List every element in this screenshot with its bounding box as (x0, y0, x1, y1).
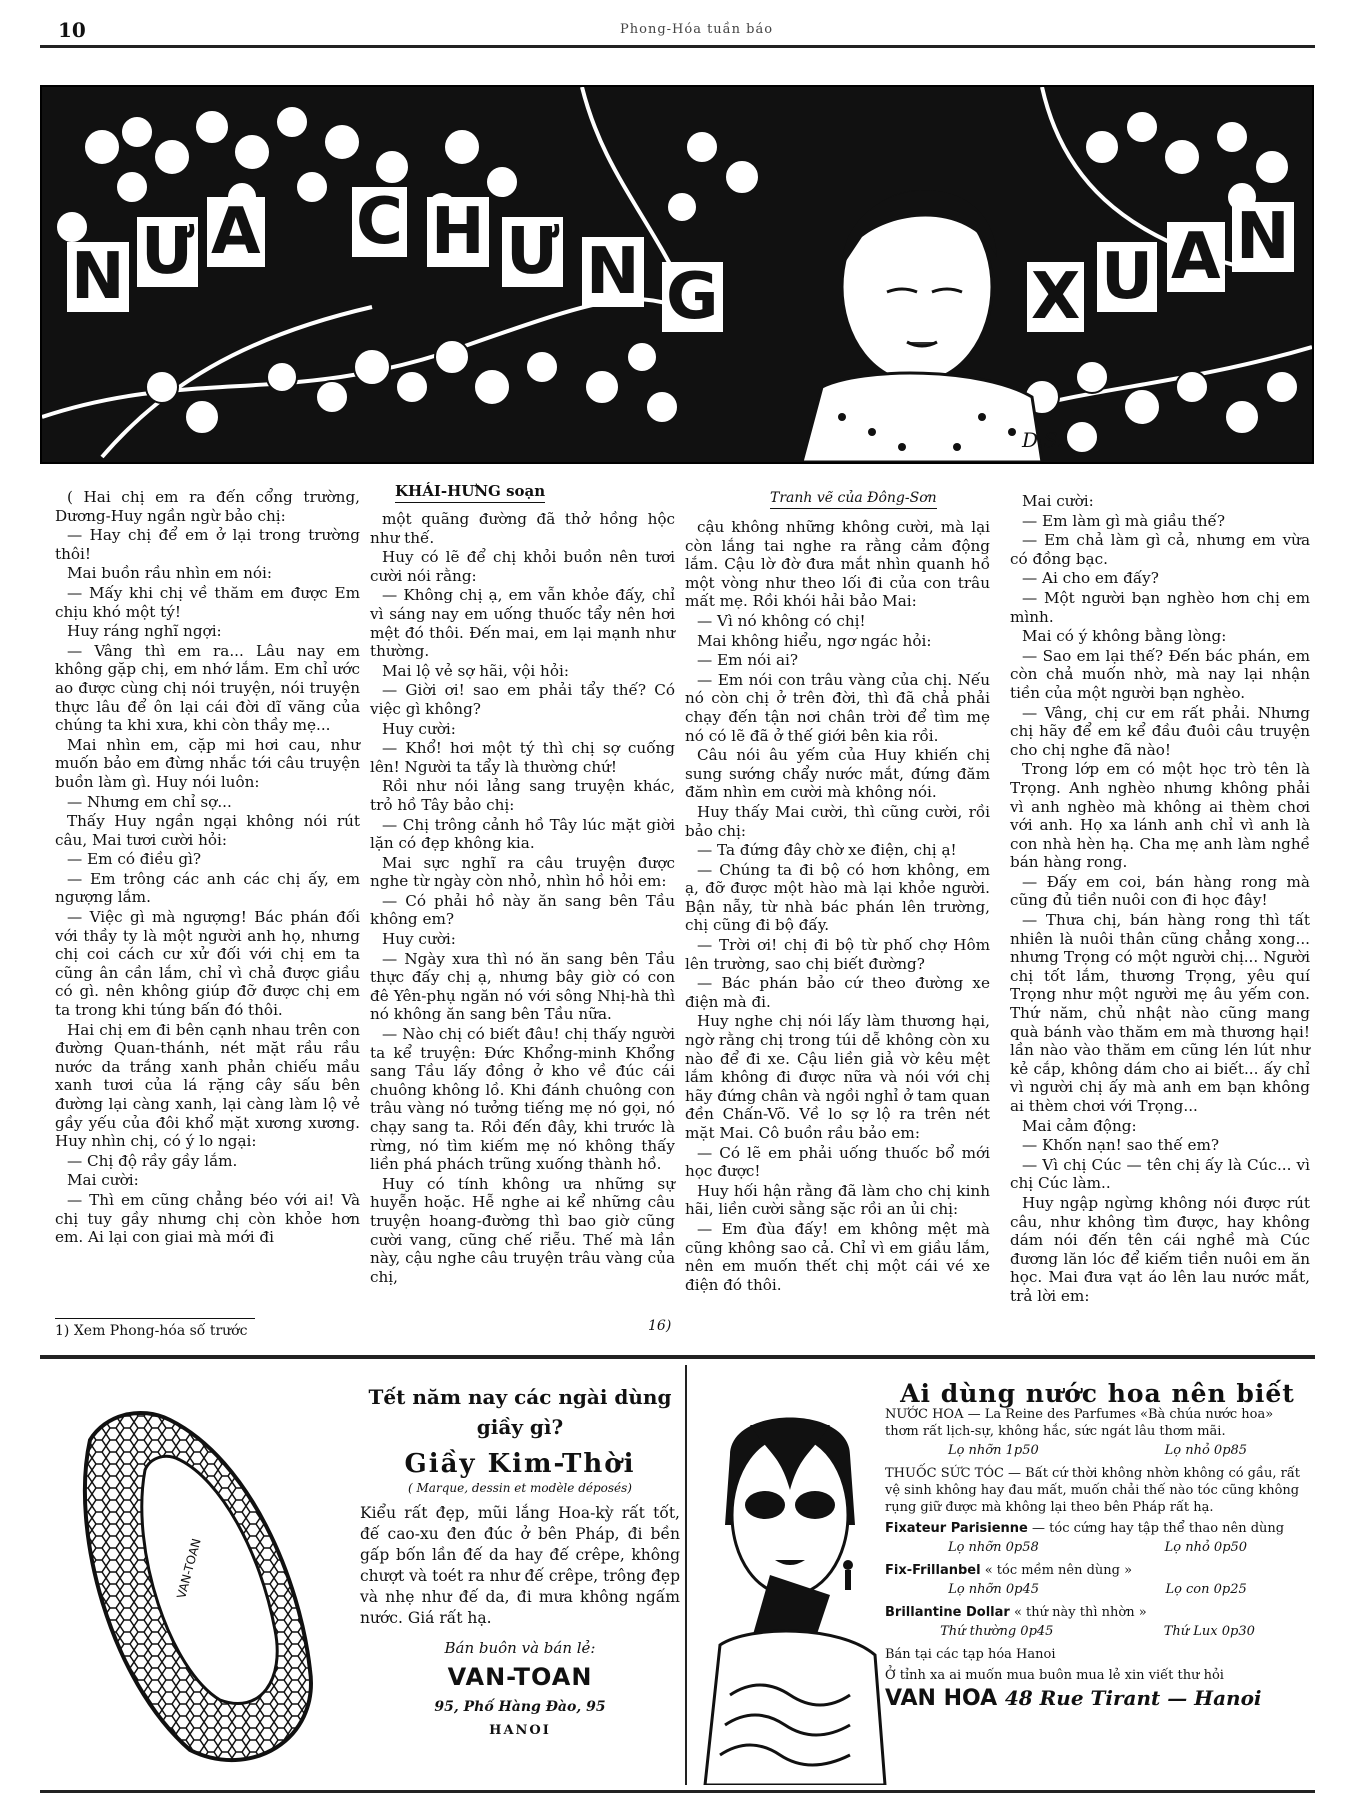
paragraph: — Trời ơi! chị đi bộ từ phố chợ Hôm lên trường, sao chị biết đường? (685, 936, 990, 973)
footnote: 1) Xem Phong-hóa số trước (55, 1318, 255, 1339)
title-letter: A (207, 197, 265, 267)
paragraph: — Đấy em coi, bán hàng rong mà cũng đủ tiền nuôi con đi học đây! (1010, 872, 1310, 910)
paragraph: Trong lớp em có một học trò tên là Trọng. Anh nghèo nhưng không phải vì anh nghèo mà không ai thèm chơi với anh. Họ xa lánh anh chỉ vì anh là con nhà hèn hạ. Cha mẹ anh làm nghề bán hàng rong. (1010, 760, 1310, 872)
shoe-sole-text: VAN-TOAN (174, 1536, 204, 1601)
product-line (885, 1604, 1310, 1621)
price: Lọ nhỡn 1p50 (947, 1443, 1039, 1458)
hair-tonic-description: THUỐC SỨC TÓC — Bất cứ thời không nhờn không có gầu, rất vệ sinh không hay đau mất, muốn chải thế nào tóc cũng không rụng giữ được mà không lại theo bên Pháp rất hạ. (885, 1466, 1301, 1515)
paragraph: — Em nói con trâu vàng của chị. Nếu nó còn chị ở trên đời, thì đã chả phải chạy đến tận nơi chân trời để tìm mẹ nó có lẽ đã ở thế giới bên kia rồi. (685, 670, 990, 745)
paragraph: — Em chả làm gì cả, nhưng em vừa có đồng bạc. (1010, 531, 1310, 568)
paragraph: Huy nghe chị nói lấy làm thương hại, ngờ rằng chị trong túi dễ không còn xu nào để đi xe. Cậu liền giả vờ kêu mệt lắm không đi được nữa và nói với chị hãy đứng chân và ngồi nghỉ ở tam quan đền Chấn-Võ. Về lo sợ lộ ra trên nét mặt Mai. Cô buồn rầu bảo em: (685, 1012, 990, 1142)
ad-headline: Tết năm nay các ngài dùng (368, 1385, 672, 1409)
paragraph: — Giời ơi! sao em phải tẩy thế? Có việc gì không? (370, 681, 675, 718)
paragraph: — Ta đứng đây chờ xe điện, chị ạ! (697, 841, 957, 860)
paragraph: Mai có ý không bằng lòng: (1022, 627, 1227, 646)
paragraph: một quãng đường đã thở hồng hộc như thế. (370, 510, 675, 547)
paragraph: — Ai cho em đấy? (1022, 569, 1159, 588)
bottom-rule (40, 1790, 1315, 1793)
paragraph: — Thưa chị, bán hàng rong thì tất nhiên là nuôi thân cũng chẳng xong... nhưng Trọng có một người chị... Người chị tốt lắm, thương Trọng, yêu quí Trọng như một người mẹ âu yếm con. Thứ năm, chủ nhật nào cũng mang quà bánh vào thăm em mà thương hại! lần nào vào thăm em cũng lén lút như kẻ cắp, không dám cho ai biết... ấy chỉ vì người chị ấy mà anh em bạn không ai thèm chơi với Trọng... (1010, 911, 1310, 1115)
paragraph: — Một người bạn nghèo hơn chị em mình. (1010, 588, 1310, 626)
price-row (885, 1539, 1310, 1556)
paragraph: — Vâng thì em ra... Lâu nay em không gặp chị, em nhớ lắm. Em chỉ ước ao được cùng chị nói truyện, nói truyện thực lâu để ôn lại cái đời dĩ vãng của chúng ta khi xưa, khi còn thầy mẹ... (55, 641, 360, 735)
paragraph: — Khổ! hơi một tý thì chị sợ cuống lên! Người ta tẩy là thường chứ! (370, 739, 675, 776)
paragraph: — Có lẽ em phải uống thuốc bổ mới học được! (685, 1143, 990, 1181)
author-byline: KHÁI-HƯNG soạn (395, 482, 545, 503)
title-letter: C (352, 187, 407, 257)
title-letter: N (1232, 202, 1294, 272)
title-banner (40, 85, 1314, 464)
ad-description: Kiểu rất đẹp, mũi lắng Hoa-kỳ rất tốt, đế cao-xu đen đúc ở bên Pháp, đi bền gấp bốn lần đế da hay đế crêpe, không chượt và toét ra như đế crêpe, trông đẹp và nhẹ như đế da, đi mưa không ngấm nước. Giá rất hạ. (360, 1504, 680, 1627)
paragraph: — Có phải hồ này ăn sang bên Tầu không em? (370, 891, 675, 929)
shoe-illustration (50, 1380, 350, 1780)
price: Lọ nhỏ 0p85 (1164, 1443, 1248, 1458)
title-letter: X (1027, 262, 1084, 332)
title-letter: A (1167, 222, 1225, 292)
retail-note: Bán tại các tạp hóa Hanoi (885, 1647, 1056, 1662)
store-footer (885, 1686, 1310, 1711)
perfume-description: NƯỚC HOA — La Reine des Parfumes «Bà chúa nước hoa» thơm rất lịch-sự, không hắc, sức ngát lâu thơm mãi. (885, 1407, 1274, 1439)
paragraph: Huy cười: (382, 719, 456, 738)
paragraph: Mai cười: (1022, 492, 1094, 510)
product-note: « tóc mềm nên dùng » (984, 1563, 1133, 1578)
paragraph: Huy cười: (382, 930, 456, 949)
ad-headline: giầy gì? (476, 1415, 564, 1439)
paragraph: — Em nói ai? (697, 651, 798, 670)
paragraph: — Vâng, chị cư em rất phải. Nhưng chị hãy để em kể đầu đuôi câu truyện cho chị nghe đã nào! (1010, 703, 1310, 759)
paragraph: — Nhưng em chỉ sợ... (67, 792, 232, 811)
store-name: VAN HOA (885, 1686, 998, 1711)
product-note: — tóc cứng hay tập thể thao nên dùng (1032, 1521, 1285, 1536)
paragraph: Huy có lẽ để chị khỏi buồn nên tươi cười nói rằng: (370, 548, 675, 585)
artist-signature: D.S. (1022, 428, 1064, 452)
paragraph: Mai buồn rầu nhìn em nói: (67, 564, 273, 583)
title-letter: N (582, 237, 644, 307)
price-row (885, 1623, 1310, 1640)
store-address: 48 Rue Tirant — Hanoi (1004, 1686, 1262, 1710)
product-name: Fix-Frillanbel (885, 1563, 981, 1578)
sales-label: Bán buôn và bán lẻ: (444, 1639, 596, 1657)
paragraph: Mai cảm động: (1022, 1116, 1137, 1135)
title-letter: G (662, 262, 723, 332)
price: Lọ nhỏ 0p50 (1164, 1540, 1248, 1555)
paragraph: Mai cười: (67, 1171, 139, 1190)
price: Lọ nhỡn 0p58 (947, 1540, 1039, 1555)
paragraph: Mai nhìn em, cặp mi hơi cau, như muốn bảo em đừng nhắc tới câu truyện buồn làm gì. Huy nói luôn: (55, 735, 360, 791)
artist-byline: Tranh vẽ của Đông-Sơn (770, 490, 937, 509)
paragraph: — Em đùa đấy! em không mệt mà cũng không sao cả. Chỉ vì em giầu lắm, nên em muốn thết chị một cái vé xe điện đó thôi. (685, 1219, 990, 1294)
title-letter: Ư (502, 217, 563, 287)
article-column-4 (1010, 492, 1310, 1307)
ad-divider (685, 1365, 687, 1785)
paragraph: — Sao em lại thế? Đến bác phán, em còn chả muốn nhờ, mà nay lại nhận tiền của một người bạn nghèo. (1010, 646, 1310, 702)
ad-brand: Giầy Kim-Thời (404, 1449, 636, 1479)
woman-illustration (690, 1395, 890, 1785)
title-letter: H (427, 197, 489, 267)
paragraph: Huy có tính không ưa những sự huyễn hoặc. Hễ nghe ai kể những câu truyện hoang-đường thì bao giờ cũng cười vang, cũng chế riễu. Thế mà lần này, cậu nghe câu truyện trâu vàng của chị, (370, 1174, 675, 1286)
price: Lọ nhỡn 0p45 (948, 1582, 1040, 1597)
paragraph: Huy ráng nghĩ ngợi: (67, 622, 222, 641)
continued-marker: 16) (648, 1318, 672, 1334)
paragraph: — Chúng ta đi bộ có hơn không, em ạ, đỡ được một hào mà lại khỏe người. Bận nẫy, từ nhà bác phán lên trường, chị cũng đi bộ đấy. (685, 860, 990, 935)
top-rule (40, 45, 1315, 48)
product-line (885, 1520, 1310, 1537)
paragraph: — Việc gì mà ngượng! Bác phán đối với thầy ty là một người anh họ, nhưng chị coi cách cư xử đối với chị em ta cũng ân cần lắm, chỉ vì chả được giầu có gì. nên không giúp đỡ được chị em ta trong khi túng bấn đó thôi. (55, 908, 360, 1020)
paragraph: cậu không những không cười, mà lại còn lắng tai nghe ra rằng cảm động lắm. Cậu lờ đờ đưa mắt nhìn quanh hồ một vòng như theo lối đi của con trâu mất mẹ. Rồi khói hải bảo Mai: (685, 518, 990, 611)
paragraph: — Vì chị Cúc — tên chị ấy là Cúc... vì chị Cúc làm.. (1010, 1155, 1310, 1193)
paragraph: — Vì nó không có chị! (697, 611, 866, 630)
price-row (885, 1581, 1310, 1598)
price: Lọ con 0p25 (1165, 1582, 1247, 1597)
paragraph: — Em có điều gì? (67, 850, 202, 869)
paragraph: — Hay chị để em ở lại trong trường thôi! (55, 526, 360, 563)
shoe-advertisement (360, 1385, 680, 1738)
mail-order-note: Ở tỉnh xa ai muốn mua buôn mua lẻ xin viết thư hỏi (885, 1668, 1224, 1683)
paragraph: Mai không hiểu, ngơ ngác hỏi: (697, 631, 932, 650)
paragraph: — Nào chị có biết đâu! chị thấy người ta kể truyện: Đức Khổng-minh Khổng sang Tầu lấy đồng ở kho về đúc cái chuông không lồ. Khi đánh chuông con trâu vàng nó tưởng tiếng mẹ nó gọi, nó chạy sang ta. Rồi đến đây, khi trước là rừng, nó tìm kiếm mẹ nó không thấy liền phá phách trũng xuống thành hồ. (370, 1025, 675, 1174)
paragraph: Mai sực nghĩ ra câu truyện được nghe từ ngày còn nhỏ, nhìn hồ hỏi em: (370, 853, 675, 891)
title-letter: U (1097, 242, 1157, 312)
section-rule (40, 1355, 1315, 1359)
paragraph: Mai lộ vẻ sợ hãi, vội hỏi: (382, 661, 569, 680)
paragraph: Huy ngập ngừng không nói được rút câu, như không tìm được, hay không dám nói đến tên cái nghề mà Cúc đương lăn lóc để kiếm tiền nuôi em ăn học. Mai đưa vạt áo lên lau nước mắt, trả lời em: (1010, 1193, 1310, 1305)
paragraph: — Em trông các anh các chị ấy, em ngượng lắm. (55, 869, 360, 907)
paragraph: — Mấy khi chị về thăm em được Em chịu khó một tý! (55, 583, 360, 621)
paragraph: Huy hối hận rằng đã làm cho chị kinh hãi, liền cười sằng sặc rồi an ủi chị: (685, 1181, 990, 1219)
store-city: HANOI (489, 1723, 551, 1738)
paragraph: — Chị độ rầy gầy lắm. (67, 1151, 238, 1170)
paragraph: — Thì em cũng chẳng béo với ai! Và chị tuy gầy nhưng chị còn khỏe hơn em. Ai lại con giai mà mới đi (55, 1190, 360, 1247)
product-note: « thứ này thì nhờn » (1013, 1605, 1147, 1620)
paragraph: ( Hai chị em ra đến cổng trường, Dương-Huy ngần ngừ bảo chị: (55, 488, 360, 525)
paragraph: Thấy Huy ngần ngại không nói rút câu, Mai tươi cười hỏi: (55, 812, 360, 849)
price: Thứ thường 0p45 (940, 1624, 1054, 1639)
paragraph: — Em làm gì mà giầu thế? (1022, 511, 1226, 530)
store-address: 95, Phố Hàng Đào, 95 (434, 1699, 606, 1715)
paragraph: Hai chị em đi bên cạnh nhau trên con đường Quan-thánh, nét mặt rầu rầu nước da trắng xanh phản chiếu mầu xanh tươi của lá rặng cây sấu bên đường lại càng xanh, lại càng làm lộ vẻ gầy yếu của đôi khổ mặt xương xương. Huy nhìn chị, có ý lo ngại: (55, 1020, 360, 1151)
perfume-advertisement (885, 1379, 1310, 1711)
title-letter: Ư (137, 217, 198, 287)
paragraph: Huy thấy Mai cười, thì cũng cười, rồi bảo chị: (685, 802, 990, 840)
page-number: 10 (58, 18, 86, 42)
store-name: VAN-TOAN (447, 1663, 593, 1691)
product-name: Brillantine Dollar (885, 1605, 1010, 1620)
paragraph: — Không chị ạ, em vẫn khỏe đấy, chỉ vì sáng nay em uống thuốc tẩy nên hơi mệt đó thôi. Đến mai, em lại mạnh như thường. (370, 586, 675, 661)
price-row (885, 1442, 1310, 1459)
trademark-note: ( Marque, dessin et modèle déposés) (408, 1481, 632, 1495)
title-letter: N (67, 242, 129, 312)
product-line (885, 1562, 1310, 1579)
paragraph: — Chị trông cảnh hồ Tây lúc mặt giời lặn có đẹp không kia. (370, 815, 675, 853)
paragraph: — Khốn nạn! sao thế em? (1022, 1136, 1219, 1155)
paragraph: — Ngày xưa thì nó ăn sang bên Tầu thực đấy chị ạ, nhưng bây giờ có con đê Yên-phụ ngăn nó với sông Nhị-hà thì nó không ăn sang bên Tầu nữa. (370, 949, 675, 1024)
price: Thứ Lux 0p30 (1163, 1624, 1255, 1639)
ad-headline: Ai dùng nước hoa nên biết (900, 1379, 1295, 1408)
paragraph: Câu nói âu yếm của Huy khiến chị sung sướng chẩy nước mắt, đứng đăm đăm nhìn em cười mà không nói. (685, 746, 990, 802)
product-name: Fixateur Parisienne (885, 1521, 1028, 1536)
article-column-1 (55, 488, 360, 1248)
running-head: Phong-Hóa tuần báo (620, 22, 774, 37)
article-column-2 (370, 510, 675, 1287)
article-column-3 (685, 518, 990, 1295)
paragraph: Rồi như nói lảng sang truyện khác, trỏ hồ Tây bảo chị: (370, 777, 675, 814)
paragraph: — Bác phán bảo cứ theo đường xe điện mà đi. (685, 974, 990, 1011)
